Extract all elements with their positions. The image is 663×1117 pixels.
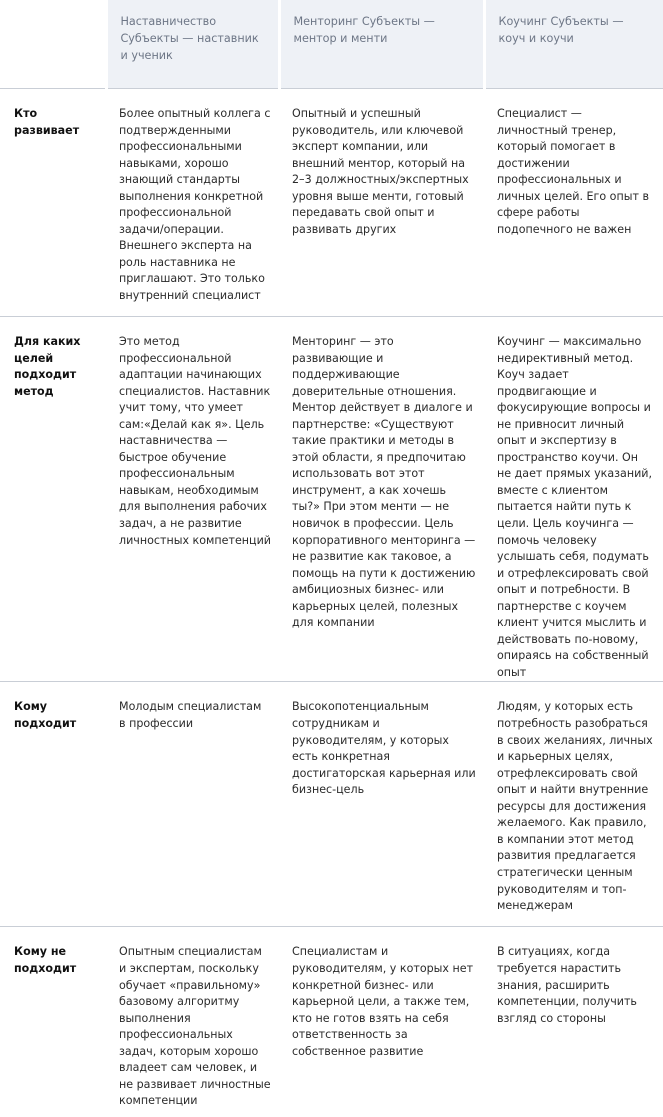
header-row <box>0 0 663 89</box>
header-mentoring: Менторинг Субъекты — ментор и менти <box>279 0 484 89</box>
header-empty-cell <box>0 0 106 89</box>
header-coaching: Коучинг Субъекты — коуч и коучи <box>484 0 663 89</box>
row-label-text: Кому подходит <box>14 699 104 732</box>
table-body <box>0 89 663 1117</box>
table-row-suits <box>0 682 663 927</box>
table-cell: Коучинг — максимально недирективный метод. Коуч задает продвигающие и фокусирующие вопросы и не привносит личный опыт и экспертизу в пространство коучи. Он не дает прямых указаний, вместе с клиентом пытается найти путь к цели. Цель коучинга — помочь человеку услышать себя, подумать и отрефлексировать свой опыт и потребности. В партнерстве с коучем клиент учится мыслить и действовать по-новому, опираясь на собственный опыт <box>484 317 663 682</box>
table-row-who-develops <box>0 89 663 317</box>
table-row-purpose <box>0 317 663 682</box>
table-cell: Менторинг — это развивающие и поддерживающие доверительные отношения. Ментор действует в диалоге и партнерстве: «Существуют такие практики и методы в этой области, я предпочитаю использовать вот этот инструмент, а как хочешь ты?» При этом менти — не новичок в профессии. Цель корпоративного менторинга — не развитие как таковое, а помощь на пути к достижению амбициозных бизнес- или карьерных целей, полезных для компании <box>279 317 484 682</box>
row-label-text: Для каких целей подходит метод <box>14 334 104 400</box>
table-cell: Опытный и успешный руководитель, или ключевой эксперт компании, или внешний ментор, который на 2–3 должностных/экспертных уровня выше менти, готовый передавать свой опыт и развивать других <box>279 89 484 317</box>
table-header <box>0 0 663 89</box>
row-label-text: Кому не подходит <box>14 944 104 977</box>
table-cell: Специалист — личностный тренер, который помогает в достижении профессиональных и личных целей. Его опыт в сфере работы подопечного не важен <box>484 89 663 317</box>
row-label-text: Кто развивает <box>14 106 104 139</box>
table-cell: Специалистам и руководителям, у которых нет конкретной бизнес- или карьерной цели, а также тем, кто не готов взять на себя ответственность за собственное развитие <box>279 927 484 1117</box>
table-cell: Людям, у которых есть потребность разобраться в своих желаниях, личных и карьерных целях, отрефлексировать свой опыт и найти внутренние ресурсы для достижения желаемого. Как правило, в компании этот метод развития предлагается стратегически ценным руководителям и топ-менеджерам <box>484 682 663 927</box>
row-label <box>0 682 106 927</box>
row-label <box>0 317 106 682</box>
row-label <box>0 89 106 317</box>
table-cell: В ситуациях, когда требуется нарастить знания, расширить компетенции, получить взгляд со стороны <box>484 927 663 1117</box>
table-cell: Более опытный коллега с подтвержденными профессиональными навыками, хорошо знающий стандарты выполнения конкретной профессиональной задачи/операции. Внешнего эксперта на роль наставника не приглашают. Это только внутренний специалист <box>106 89 279 317</box>
table-row-not-suits <box>0 927 663 1117</box>
table-cell: Высокопотенциальным сотрудникам и руководителям, у которых есть конкретная достигаторская карьерная или бизнес-цель <box>279 682 484 927</box>
header-mentoring-apprentice: Наставничество Субъекты — наставник и ученик <box>106 0 279 89</box>
table-cell: Опытным специалистам и экспертам, поскольку обучает «правильному» базовому алгоритму выполнения профессиональных задач, которым хорошо владеет сам человек, и не развивает личностные компетенции <box>106 927 279 1117</box>
row-label <box>0 927 106 1117</box>
table-cell: Это метод профессиональной адаптации начинающих специалистов. Наставник учит тому, что умеет сам:«Делай как я». Цель наставничества — быстрое обучение профессиональным навыкам, необходимым для выполнения рабочих задач, а не развитие личностных компетенций <box>106 317 279 682</box>
table-cell: Молодым специалистам в профессии <box>106 682 279 927</box>
